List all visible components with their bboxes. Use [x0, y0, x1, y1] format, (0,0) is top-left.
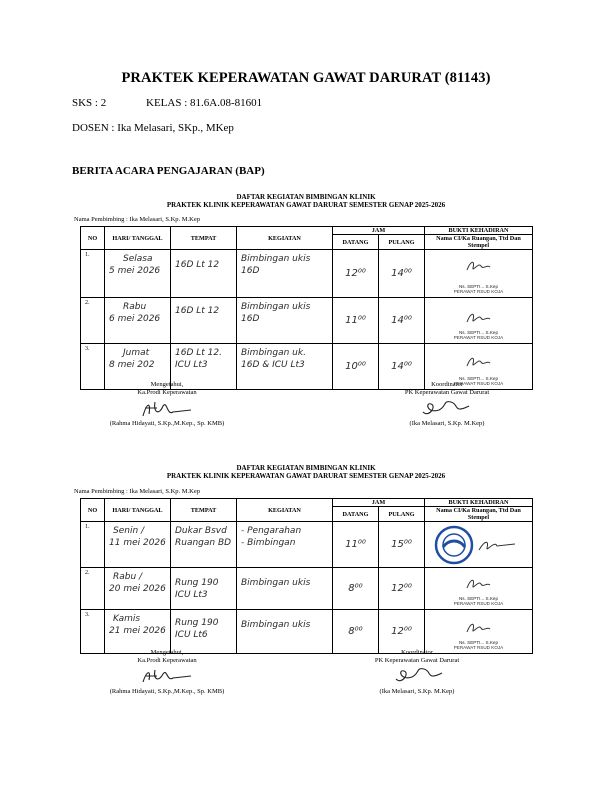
stamp-label: PERAWAT RSUD KOJA	[453, 289, 504, 294]
row-hari-tanggal: Selasa 5 mei 2026	[105, 250, 171, 298]
col-pulang: PULANG	[379, 235, 425, 250]
signature-icon	[477, 536, 517, 554]
col-pulang: PULANG	[379, 507, 425, 522]
kaprodi-signature-icon	[137, 666, 197, 688]
row-kegiatan: Bimbingan ukis	[237, 568, 333, 610]
row-hari-tanggal: Rabu / 20 mei 2026	[105, 568, 171, 610]
col-kegiatan: KEGIATAN	[237, 499, 333, 522]
attendance-proof	[425, 522, 533, 568]
col-kegiatan: KEGIATAN	[237, 227, 333, 250]
stamp-name: Ns. SEPTI... S.Kep	[458, 376, 499, 381]
sheet-title-line2: PRAKTEK KLINIK KEPERAWATAN GAWAT DARURAT SEMESTER GENAP 2025-2026	[166, 201, 446, 209]
attendance-table	[80, 498, 533, 654]
table-row	[81, 250, 533, 298]
attendance-proof	[425, 250, 533, 298]
col-datang: DATANG	[333, 507, 379, 522]
mengetahui-label: Mengetahui,	[150, 381, 184, 388]
stamp-label: PERAWAT RSUD KOJA	[453, 601, 504, 606]
kelas-label: KELAS : 81.6A.08-81601	[146, 97, 263, 109]
attendance-proof	[425, 568, 533, 610]
row-pulang: 14⁰⁰	[379, 250, 425, 298]
col-hari-tanggal: HARI/ TANGGAL	[105, 227, 171, 250]
stamp-name: Ns. SEPTI... S.Kep	[458, 284, 499, 289]
row-pulang: 14⁰⁰	[379, 298, 425, 344]
row-datang: 8⁰⁰	[333, 610, 379, 654]
col-tempat: TEMPAT	[171, 227, 237, 250]
signature-icon	[463, 620, 493, 636]
sheet-title-line2: PRAKTEK KLINIK KEPERAWATAN GAWAT DARURAT SEMESTER GENAP 2025-2026	[166, 472, 446, 480]
row-no: 2.	[81, 298, 105, 344]
col-bukti-sub: Nama CI/Ka Ruangan, Ttd Dan Stempel	[425, 235, 533, 250]
table-row	[81, 298, 533, 344]
signature-icon	[463, 258, 493, 274]
kaprodi-label: Ka.Prodi Keperawatan	[137, 389, 197, 396]
koordinator-label: Koordinator	[401, 649, 433, 656]
kaprodi-label: Ka.Prodi Keperawatan	[137, 657, 197, 664]
row-pulang: 14⁰⁰	[379, 344, 425, 390]
col-no: NO	[81, 227, 105, 250]
bap-heading: BERITA ACARA PENGAJARAN (BAP)	[72, 165, 265, 177]
signature-icon	[463, 576, 493, 592]
row-tempat: 16D Lt 12. ICU Lt3	[171, 344, 237, 390]
attendance-table	[80, 226, 533, 390]
row-pulang: 12⁰⁰	[379, 568, 425, 610]
pembimbing-label: Nama Pembimbing : Ika Melasari, S.Kp. M.Kep	[74, 488, 201, 495]
koordinator-signature-icon	[390, 663, 450, 687]
row-tempat: Rung 190 ICU Lt6	[171, 610, 237, 654]
col-hari-tanggal: HARI/ TANGGAL	[105, 499, 171, 522]
col-tempat: TEMPAT	[171, 499, 237, 522]
stamp-label: PERAWAT RSUD KOJA	[453, 335, 504, 340]
col-bukti: BUKTI KEHADIRAN	[425, 227, 533, 235]
koordinator-signature-icon	[417, 396, 477, 420]
attendance-sheet-1	[72, 188, 540, 438]
row-hari-tanggal: Jumat 8 mei 202	[105, 344, 171, 390]
row-hari-tanggal: Rabu 6 mei 2026	[105, 298, 171, 344]
col-jam: JAM	[333, 499, 425, 507]
mengetahui-label: Mengetahui,	[150, 649, 184, 656]
pk-label: PK Keperawatan Gawat Darurat	[374, 657, 460, 664]
attendance-proof	[425, 298, 533, 344]
row-pulang: 12⁰⁰	[379, 610, 425, 654]
row-datang: 11⁰⁰	[333, 522, 379, 568]
koordinator-label: Koordinator	[431, 381, 463, 388]
row-no: 3.	[81, 344, 105, 390]
row-hari-tanggal: Kamis 21 mei 2026	[105, 610, 171, 654]
attendance-sheet-2	[72, 461, 540, 701]
pk-label: PK Keperawatan Gawat Darurat	[404, 389, 490, 396]
row-kegiatan: Bimbingan uk. 16D & ICU Lt3	[237, 344, 333, 390]
row-no: 1.	[81, 250, 105, 298]
hospital-seal-icon	[429, 525, 479, 565]
row-datang: 12⁰⁰	[333, 250, 379, 298]
document-title: PRAKTEK KEPERAWATAN GAWAT DARURAT (81143)	[121, 70, 491, 86]
dosen-label: DOSEN : Ika Melasari, SKp., MKep	[72, 122, 234, 134]
signature-icon	[463, 354, 493, 370]
col-no: NO	[81, 499, 105, 522]
row-kegiatan: Bimbingan ukis 16D	[237, 250, 333, 298]
signature-icon	[463, 310, 493, 326]
stamp-name: Ns. SEPTI... S.Kep	[458, 330, 499, 335]
sheet-title-line1: DAFTAR KEGIATAN BIMBINGAN KLINIK	[236, 193, 376, 201]
stamp-label: PERAWAT RSUD KOJA	[453, 645, 504, 650]
row-kegiatan: Bimbingan ukis 16D	[237, 298, 333, 344]
row-tempat: Dukar Bsvd Ruangan BD	[171, 522, 237, 568]
pembimbing-label: Nama Pembimbing : Ika Melasari, S.Kp. M.Kep	[74, 216, 201, 223]
row-tempat: 16D Lt 12	[171, 250, 237, 298]
stamp-name: Ns. SEPTI... S.Kep	[458, 596, 499, 601]
row-kegiatan: - Pengarahan - Bimbingan	[237, 522, 333, 568]
sheet-title-line1: DAFTAR KEGIATAN BIMBINGAN KLINIK	[236, 464, 376, 472]
row-pulang: 15⁰⁰	[379, 522, 425, 568]
row-no: 3.	[81, 610, 105, 654]
row-datang: 10⁰⁰	[333, 344, 379, 390]
col-datang: DATANG	[333, 235, 379, 250]
koordinator-name: (Ika Melasari, S.Kp. M.Kep)	[409, 420, 485, 427]
stamp-label: PERAWAT RSUD KOJA	[453, 381, 504, 386]
row-no: 1.	[81, 522, 105, 568]
table-row	[81, 522, 533, 568]
attendance-proof	[425, 610, 533, 654]
row-no: 2.	[81, 568, 105, 610]
row-tempat: 16D Lt 12	[171, 298, 237, 344]
col-jam: JAM	[333, 227, 425, 235]
col-bukti-sub: Nama CI/Ka Ruangan, Ttd Dan Stempel	[425, 507, 533, 522]
table-row	[81, 610, 533, 654]
row-hari-tanggal: Senin / 11 mei 2026	[105, 522, 171, 568]
sks-label: SKS : 2	[72, 97, 107, 109]
kaprodi-name: (Rahma Hidayati, S.Kp.,M.Kep., Sp. KMB)	[109, 420, 225, 427]
row-datang: 8⁰⁰	[333, 568, 379, 610]
col-bukti: BUKTI KEHADIRAN	[425, 499, 533, 507]
kaprodi-signature-icon	[137, 398, 197, 422]
kaprodi-name: (Rahma Hidayati, S.Kp.,M.Kep., Sp. KMB)	[109, 688, 225, 695]
row-datang: 11⁰⁰	[333, 298, 379, 344]
table-row	[81, 568, 533, 610]
stamp-name: Ns. SEPTI... S.Kep	[458, 640, 499, 645]
row-tempat: Rung 190 ICU Lt3	[171, 568, 237, 610]
koordinator-name: (Ika Melasari, S.Kp. M.Kep)	[379, 688, 455, 695]
row-kegiatan: Bimbingan ukis	[237, 610, 333, 654]
